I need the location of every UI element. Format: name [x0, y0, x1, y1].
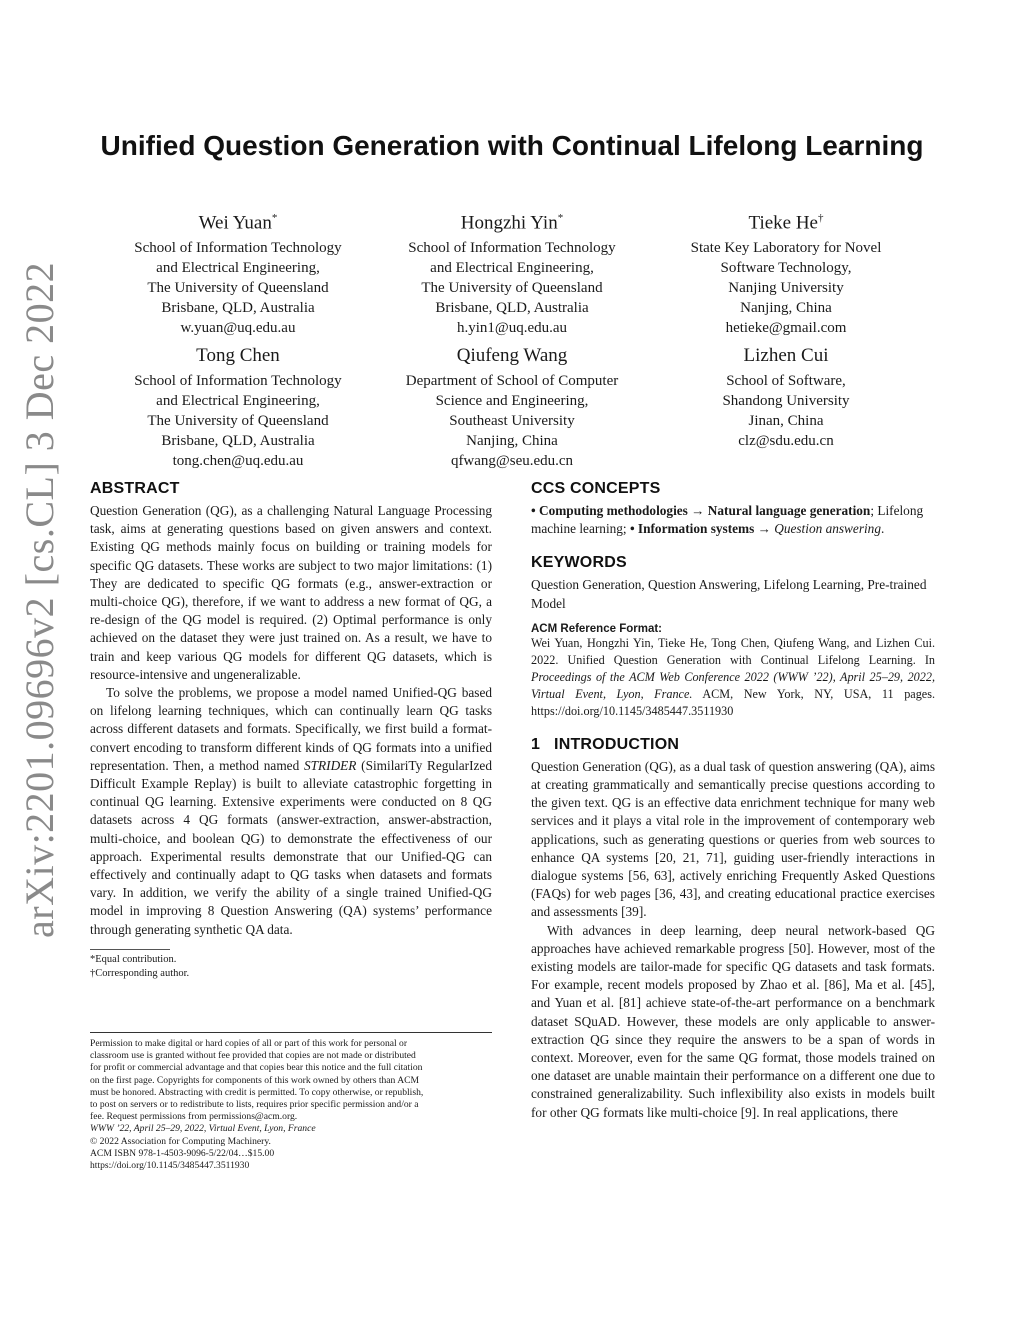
permission-line: classroom use is granted without fee provided that copies are not made or distributed: [90, 1050, 416, 1062]
author-affiliation: Shandong University: [722, 393, 850, 409]
author-affiliation: and Electrical Engineering,: [156, 260, 320, 277]
permission-line: Permission to make digital or hard copies of all or part of this work for personal or: [90, 1038, 408, 1049]
intro-paragraph: With advances in deep learning, deep neural network-based QG approaches have achieved remarkable progress [50]. However, most of the existing models are tailor-made for specific QG datasets and task formats. For example, recent models proposed by Zhao et al. [86], Ma et al. [45], and Yuan et al. [81] achieve state-of-the-art performance on a benchmark dataset SQuAD. However, these models are only applicable to answer-extraction QG since they require the answers to be a span of words in context. Moreover, even for the same QG format, those models trained on one dataset are unable maintain their performance on a different one due to constrained generalizability. Such inflexibility also exists in models built for other QG formats like multi-choice [9]. In real applications, there: [531, 922, 935, 1120]
venue-line: WWW ’22, April 25–29, 2022, Virtual Event, Lyon, France: [90, 1123, 316, 1135]
author-affiliation: Science and Engineering,: [435, 393, 589, 409]
method-name: STRIDER: [303, 757, 357, 773]
author-affiliation: Software Technology,: [720, 260, 852, 277]
permission-block: [90, 1032, 492, 1172]
author-affiliation: The University of Queensland: [421, 280, 603, 297]
abstract-paragraph: To solve the problems, we propose a model named Unified-QG based on lifelong learning techniques, which can continually learn QG tasks across different datasets and formats. Specifically, we first build a format-convert encoding to transform different kinds of QG formats into a unified representation. Then, a method named STRIDER (SimilariTy RegularIzed Difficult Example Replay) is built to alleviate catastrophic forgetting in continual QG learning. Extensive experiments were conducted on 8 QG datasets across 4 QG formats (answer-extraction, answer-abstraction, multi-choice, and boolean QG) to demonstrate the effectiveness of our approach. Experimental results demonstrate that our Unified-QG can effectively and continually adapt to QG tasks when datasets and formats vary. In addition, we verify the ability of a single trained Unified-QG model in improving 8 Question Answering (QA) systems’ performance through generating synthetic QA data.: [90, 685, 493, 937]
author-name: Tieke He: [748, 212, 818, 234]
paper-title: Unified Question Generation with Continual Lifelong Learning: [100, 130, 924, 161]
isbn-line: ACM ISBN 978-1-4503-9096-5/22/04…$15.00: [90, 1147, 275, 1159]
author-mark: *: [557, 212, 564, 224]
author-affiliation: School of Information Technology: [134, 373, 342, 389]
author-email: w.yuan@uq.edu.au: [180, 320, 296, 337]
author-affiliation: Jinan, China: [748, 413, 824, 429]
permission-line: for profit or commercial advantage and that copies bear this notice and the full citation: [90, 1062, 423, 1074]
acm-reference-heading: ACM Reference Format:: [531, 622, 662, 635]
copyright-line: © 2022 Association for Computing Machinery.: [90, 1135, 271, 1147]
author-email: clz@sdu.edu.cn: [738, 433, 834, 449]
permission-line: to post on servers or to redistribute to lists, requires prior specific permission and/or a: [90, 1099, 419, 1111]
acm-reference: ACM Reference Format: Wei Yuan, Hongzhi Yin, Tieke He, Tong Chen, Qiufeng Wang, and Lizhen Cui. 2022. Unified Question Generation with Continual Lifelong Learning. In Proceedings of the ACM Web Conference 2022 (WWW ’22), April 25–29, 2022, Virtual Event, Lyon, France. ACM, New York, NY, USA, 11 pages. https://doi.org/10.1145/3485447.3511930: [531, 622, 936, 718]
permission-line: must be honored. Abstracting with credit is permitted. To copy otherwise, or republish,: [90, 1086, 424, 1098]
permission-rule: [90, 1032, 492, 1033]
author-block: [656, 343, 916, 451]
intro-paragraph: Question Generation (QG), as a dual task of question answering (QA), aims at creating grammatically and semantically precise questions according to the given text. QG is an effective data enrichment technique for many web services and it plays a vital role in the improvement of contemporary web applications, such as generating questions or queries from web sources to enhance QA systems [20, 21, 71], guiding user-friendly interactions in dialogue systems [56, 63], actively enriching Frequently Asked Questions (FAQs) for web pages [36, 43], and creating educational practice exercises and assessments [39].: [531, 758, 935, 920]
author-affiliation: School of Information Technology: [134, 240, 342, 257]
author-block: [108, 205, 368, 338]
abstract-heading: ABSTRACT: [90, 480, 180, 497]
permission-line: on the first page. Copyrights for components of this work owned by others than ACM: [90, 1074, 420, 1086]
section-title: INTRODUCTION: [554, 735, 680, 753]
author-name: Wei Yuan: [198, 212, 272, 234]
permission-line: fee. Request permissions from permissions@acm.org.: [90, 1111, 298, 1123]
left-column: [90, 480, 492, 981]
author-affiliation: State Key Laboratory for Novel: [690, 240, 882, 257]
ccs-text: • Computing methodologies → Natural language generation; Lifelong machine learning; • Information systems → Question answering.: [531, 503, 924, 537]
author-name: Hongzhi Yin: [460, 212, 558, 234]
author-mark: †: [818, 212, 824, 224]
author-mark: *: [271, 212, 278, 224]
section-number: 1: [531, 735, 541, 753]
author-name: Tong Chen: [196, 345, 280, 366]
author-email: hetieke@gmail.com: [725, 320, 847, 337]
author-email: qfwang@seu.edu.cn: [450, 453, 574, 469]
author-affiliation: School of Software,: [726, 373, 846, 389]
author-affiliation: The University of Queensland: [147, 280, 329, 297]
footnote: *Equal contribution.: [90, 953, 177, 965]
author-affiliation: Brisbane, QLD, Australia: [161, 300, 315, 317]
author-block: [382, 343, 642, 471]
keywords-text: Question Generation, Question Answering, Lifelong Learning, Pre-trained Model: [531, 577, 927, 611]
author-affiliation: Brisbane, QLD, Australia: [161, 433, 315, 449]
ccs-heading: CCS CONCEPTS: [531, 480, 661, 497]
author-email: tong.chen@uq.edu.au: [172, 453, 304, 469]
keywords-heading: KEYWORDS: [531, 554, 627, 572]
abstract-paragraph: Question Generation (QG), as a challenging Natural Language Processing task, aims at generating questions based on given answers and context. Existing QG methods mainly focus on building or training models for specific QG datasets. These works are subject to two major limitations: (1) They are dedicated to specific QG formats (e.g., answer-extraction or multi-choice QG), therefore, if we want to address a new format of QG, a re-design of the QG model is required. (2) Optimal performance is only achieved on the dataset they were just trained on. As a result, we have to train and keep various QG models for different QG datasets, which is resource-intensive and ungeneralizable.: [90, 503, 492, 682]
arxiv-stamp: arXiv:2201.09696v2 [cs.CL] 3 Dec 2022: [17, 261, 62, 938]
author-affiliation: and Electrical Engineering,: [156, 393, 320, 409]
doi-link[interactable]: https://doi.org/10.1145/3485447.3511930: [90, 1160, 250, 1172]
author-affiliation: Nanjing, China: [466, 433, 558, 449]
author-block: [108, 343, 368, 471]
author-email: h.yin1@uq.edu.au: [456, 320, 568, 337]
author-affiliation: Department of School of Computer: [405, 373, 619, 389]
footnote: †Corresponding author.: [90, 967, 190, 979]
intro-heading: [531, 736, 935, 754]
author-affiliation: School of Information Technology: [408, 240, 616, 257]
author-name: Lizhen Cui: [743, 345, 829, 366]
author-affiliation: and Electrical Engineering,: [430, 260, 594, 277]
author-affiliation: The University of Queensland: [147, 413, 329, 429]
right-column: [531, 480, 935, 1122]
author-affiliation: Nanjing, China: [740, 300, 832, 317]
author-affiliation: Southeast University: [449, 413, 575, 429]
author-block: [656, 205, 916, 338]
author-affiliation: Nanjing University: [728, 280, 844, 297]
author-affiliation: Brisbane, QLD, Australia: [435, 300, 589, 317]
footnote-rule: [90, 949, 170, 950]
author-block: [382, 205, 642, 338]
author-name: Qiufeng Wang: [456, 345, 568, 366]
